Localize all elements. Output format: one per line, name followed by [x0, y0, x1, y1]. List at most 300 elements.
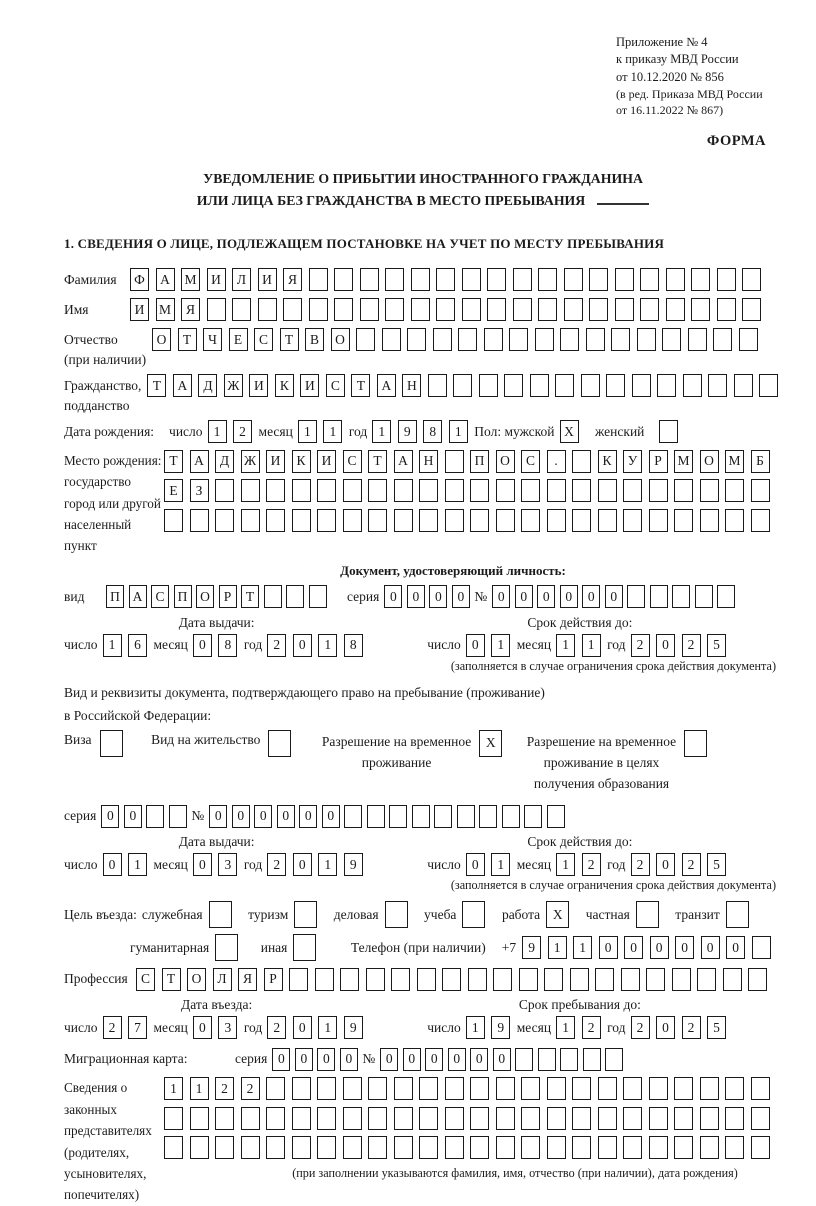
char-box[interactable]	[598, 1077, 617, 1100]
char-box[interactable]: С	[521, 450, 540, 473]
char-box[interactable]	[343, 1136, 362, 1159]
char-box[interactable]	[368, 1136, 387, 1159]
char-box[interactable]	[598, 1136, 617, 1159]
char-box[interactable]	[419, 1107, 438, 1130]
char-box[interactable]	[725, 1107, 744, 1130]
char-box[interactable]	[700, 1136, 719, 1159]
char-box[interactable]	[674, 509, 693, 532]
char-box[interactable]: 1	[556, 853, 575, 876]
char-box[interactable]	[632, 374, 651, 397]
char-box[interactable]: П	[470, 450, 489, 473]
char-box[interactable]: Р	[649, 450, 668, 473]
char-box[interactable]: И	[266, 450, 285, 473]
char-box[interactable]	[623, 1077, 642, 1100]
char-box[interactable]: 0	[193, 853, 212, 876]
char-box[interactable]: 2	[267, 853, 286, 876]
char-box[interactable]	[547, 1136, 566, 1159]
char-box[interactable]: О	[496, 450, 515, 473]
char-box[interactable]: 0	[448, 1048, 466, 1071]
char-box[interactable]: 1	[556, 634, 575, 657]
char-box[interactable]	[615, 268, 634, 291]
char-box[interactable]: 0	[624, 936, 643, 959]
char-box[interactable]	[445, 479, 464, 502]
char-box[interactable]: 0	[124, 805, 142, 828]
char-box[interactable]: 2	[631, 634, 650, 657]
char-box[interactable]: 1	[491, 853, 510, 876]
char-box[interactable]: 0	[701, 936, 720, 959]
char-box[interactable]	[674, 1077, 693, 1100]
char-box[interactable]: 1	[318, 634, 337, 657]
char-box[interactable]	[646, 968, 665, 991]
char-box[interactable]	[169, 805, 187, 828]
char-box[interactable]	[419, 509, 438, 532]
char-box[interactable]: Ж	[224, 374, 243, 397]
char-box[interactable]	[560, 328, 579, 351]
char-box[interactable]	[691, 298, 710, 321]
char-box[interactable]: А	[173, 374, 192, 397]
char-box[interactable]	[445, 1136, 464, 1159]
char-box[interactable]: 0	[295, 1048, 313, 1071]
char-box[interactable]	[360, 298, 379, 321]
char-box[interactable]: И	[300, 374, 319, 397]
char-box[interactable]	[751, 1136, 770, 1159]
char-box[interactable]: 1	[103, 634, 122, 657]
char-box[interactable]: X	[546, 901, 569, 928]
char-box[interactable]: 1	[449, 420, 468, 443]
char-box[interactable]: 2	[215, 1077, 234, 1100]
char-box[interactable]	[564, 298, 583, 321]
char-box[interactable]: Т	[178, 328, 197, 351]
char-box[interactable]: 0	[209, 805, 227, 828]
char-box[interactable]: 3	[218, 853, 237, 876]
char-box[interactable]	[649, 1077, 668, 1100]
char-box[interactable]	[700, 1077, 719, 1100]
char-box[interactable]: Е	[164, 479, 183, 502]
char-box[interactable]	[317, 479, 336, 502]
char-box[interactable]	[317, 1107, 336, 1130]
char-box[interactable]: 0	[656, 853, 675, 876]
char-box[interactable]: Т	[368, 450, 387, 473]
char-box[interactable]	[700, 509, 719, 532]
char-box[interactable]	[344, 805, 362, 828]
char-box[interactable]	[391, 968, 410, 991]
char-box[interactable]	[666, 298, 685, 321]
char-box[interactable]	[598, 1107, 617, 1130]
char-box[interactable]	[513, 268, 532, 291]
char-box[interactable]	[691, 268, 710, 291]
char-box[interactable]	[581, 374, 600, 397]
char-box[interactable]	[535, 328, 554, 351]
char-box[interactable]: 1	[582, 634, 601, 657]
char-box[interactable]: П	[106, 585, 124, 608]
char-box[interactable]	[453, 374, 472, 397]
char-box[interactable]	[241, 479, 260, 502]
char-box[interactable]: 1	[164, 1077, 183, 1100]
char-box[interactable]	[513, 298, 532, 321]
char-box[interactable]: 0	[493, 1048, 511, 1071]
char-box[interactable]: 1	[491, 634, 510, 657]
char-box[interactable]	[343, 1107, 362, 1130]
char-box[interactable]	[484, 328, 503, 351]
char-box[interactable]: 9	[398, 420, 417, 443]
char-box[interactable]: Д	[198, 374, 217, 397]
char-box[interactable]	[547, 479, 566, 502]
char-box[interactable]	[292, 509, 311, 532]
char-box[interactable]: 2	[682, 853, 701, 876]
char-box[interactable]: С	[326, 374, 345, 397]
char-box[interactable]	[340, 968, 359, 991]
char-box[interactable]	[268, 730, 291, 757]
char-box[interactable]: 0	[470, 1048, 488, 1071]
char-box[interactable]: А	[394, 450, 413, 473]
char-box[interactable]	[394, 1077, 413, 1100]
char-box[interactable]	[283, 298, 302, 321]
char-box[interactable]: 1	[190, 1077, 209, 1100]
char-box[interactable]	[215, 479, 234, 502]
char-box[interactable]: X	[560, 420, 579, 443]
char-box[interactable]	[586, 328, 605, 351]
char-box[interactable]	[674, 1136, 693, 1159]
char-box[interactable]	[708, 374, 727, 397]
char-box[interactable]	[309, 298, 328, 321]
char-box[interactable]	[751, 509, 770, 532]
char-box[interactable]	[394, 1136, 413, 1159]
char-box[interactable]	[462, 298, 481, 321]
char-box[interactable]: 0	[429, 585, 447, 608]
char-box[interactable]: 0	[492, 585, 510, 608]
char-box[interactable]	[544, 968, 563, 991]
char-box[interactable]: 0	[407, 585, 425, 608]
char-box[interactable]	[258, 298, 277, 321]
char-box[interactable]	[207, 298, 226, 321]
char-box[interactable]: 0	[293, 853, 312, 876]
char-box[interactable]	[713, 328, 732, 351]
char-box[interactable]: О	[152, 328, 171, 351]
char-box[interactable]: 0	[560, 585, 578, 608]
char-box[interactable]: 8	[218, 634, 237, 657]
char-box[interactable]	[504, 374, 523, 397]
char-box[interactable]	[657, 374, 676, 397]
char-box[interactable]	[649, 1107, 668, 1130]
char-box[interactable]	[479, 374, 498, 397]
char-box[interactable]: М	[156, 298, 175, 321]
char-box[interactable]: 0	[299, 805, 317, 828]
char-box[interactable]: Т	[164, 450, 183, 473]
char-box[interactable]	[751, 479, 770, 502]
char-box[interactable]	[521, 509, 540, 532]
char-box[interactable]	[412, 805, 430, 828]
char-box[interactable]	[266, 509, 285, 532]
char-box[interactable]: 0	[103, 853, 122, 876]
char-box[interactable]	[462, 901, 485, 928]
char-box[interactable]: В	[305, 328, 324, 351]
char-box[interactable]	[700, 479, 719, 502]
char-box[interactable]	[294, 901, 317, 928]
char-box[interactable]: 0	[466, 853, 485, 876]
char-box[interactable]	[215, 934, 238, 961]
char-box[interactable]	[343, 479, 362, 502]
char-box[interactable]	[496, 509, 515, 532]
char-box[interactable]	[368, 479, 387, 502]
char-box[interactable]: 2	[582, 853, 601, 876]
char-box[interactable]	[428, 374, 447, 397]
char-box[interactable]	[521, 479, 540, 502]
char-box[interactable]: 2	[103, 1016, 122, 1039]
char-box[interactable]	[164, 509, 183, 532]
char-box[interactable]: 1	[372, 420, 391, 443]
char-box[interactable]	[266, 479, 285, 502]
char-box[interactable]	[215, 1107, 234, 1130]
char-box[interactable]	[419, 479, 438, 502]
char-box[interactable]: X	[479, 730, 502, 757]
char-box[interactable]: 0	[322, 805, 340, 828]
char-box[interactable]	[623, 479, 642, 502]
char-box[interactable]: 1	[556, 1016, 575, 1039]
char-box[interactable]	[650, 585, 668, 608]
char-box[interactable]	[389, 805, 407, 828]
char-box[interactable]	[515, 1048, 533, 1071]
char-box[interactable]	[725, 509, 744, 532]
char-box[interactable]	[538, 1048, 556, 1071]
char-box[interactable]	[457, 805, 475, 828]
char-box[interactable]	[462, 268, 481, 291]
char-box[interactable]	[621, 968, 640, 991]
char-box[interactable]: А	[190, 450, 209, 473]
char-box[interactable]	[538, 298, 557, 321]
char-box[interactable]	[317, 1077, 336, 1100]
char-box[interactable]: У	[623, 450, 642, 473]
char-box[interactable]: Т	[162, 968, 181, 991]
char-box[interactable]	[445, 1107, 464, 1130]
char-box[interactable]	[436, 268, 455, 291]
char-box[interactable]	[538, 268, 557, 291]
char-box[interactable]	[530, 374, 549, 397]
char-box[interactable]	[445, 450, 464, 473]
char-box[interactable]: Т	[351, 374, 370, 397]
char-box[interactable]: Т	[280, 328, 299, 351]
char-box[interactable]	[725, 1136, 744, 1159]
char-box[interactable]	[419, 1136, 438, 1159]
char-box[interactable]	[547, 805, 565, 828]
char-box[interactable]	[605, 1048, 623, 1071]
char-box[interactable]	[458, 328, 477, 351]
char-box[interactable]	[742, 298, 761, 321]
char-box[interactable]: С	[151, 585, 169, 608]
char-box[interactable]: 0	[277, 805, 295, 828]
char-box[interactable]	[146, 805, 164, 828]
char-box[interactable]	[662, 328, 681, 351]
char-box[interactable]	[190, 1136, 209, 1159]
char-box[interactable]	[751, 1107, 770, 1130]
char-box[interactable]: 0	[726, 936, 745, 959]
char-box[interactable]	[164, 1107, 183, 1130]
char-box[interactable]	[266, 1077, 285, 1100]
char-box[interactable]	[496, 479, 515, 502]
char-box[interactable]: 1	[208, 420, 227, 443]
char-box[interactable]: 1	[318, 853, 337, 876]
char-box[interactable]	[674, 479, 693, 502]
char-box[interactable]	[417, 968, 436, 991]
char-box[interactable]	[636, 901, 659, 928]
char-box[interactable]	[241, 509, 260, 532]
char-box[interactable]: 9	[344, 853, 363, 876]
char-box[interactable]: Ч	[203, 328, 222, 351]
char-box[interactable]	[598, 479, 617, 502]
char-box[interactable]	[684, 730, 707, 757]
char-box[interactable]	[521, 1077, 540, 1100]
char-box[interactable]	[289, 968, 308, 991]
char-box[interactable]	[496, 1136, 515, 1159]
char-box[interactable]	[649, 509, 668, 532]
char-box[interactable]	[572, 479, 591, 502]
char-box[interactable]: 8	[423, 420, 442, 443]
char-box[interactable]: 8	[344, 634, 363, 657]
char-box[interactable]: Е	[229, 328, 248, 351]
char-box[interactable]	[317, 1136, 336, 1159]
char-box[interactable]	[598, 509, 617, 532]
char-box[interactable]: 7	[128, 1016, 147, 1039]
char-box[interactable]	[436, 298, 455, 321]
char-box[interactable]	[496, 1107, 515, 1130]
char-box[interactable]: 0	[537, 585, 555, 608]
char-box[interactable]: 1	[466, 1016, 485, 1039]
char-box[interactable]	[502, 805, 520, 828]
char-box[interactable]: П	[174, 585, 192, 608]
char-box[interactable]	[734, 374, 753, 397]
char-box[interactable]: С	[343, 450, 362, 473]
char-box[interactable]	[649, 479, 668, 502]
char-box[interactable]	[572, 1107, 591, 1130]
char-box[interactable]	[589, 268, 608, 291]
char-box[interactable]	[385, 298, 404, 321]
char-box[interactable]: И	[207, 268, 226, 291]
char-box[interactable]	[356, 328, 375, 351]
char-box[interactable]	[190, 509, 209, 532]
char-box[interactable]: К	[598, 450, 617, 473]
char-box[interactable]: 0	[340, 1048, 358, 1071]
char-box[interactable]	[241, 1107, 260, 1130]
char-box[interactable]	[521, 1136, 540, 1159]
char-box[interactable]	[241, 1136, 260, 1159]
char-box[interactable]	[309, 585, 327, 608]
char-box[interactable]	[560, 1048, 578, 1071]
char-box[interactable]	[627, 585, 645, 608]
char-box[interactable]	[725, 479, 744, 502]
char-box[interactable]: 0	[384, 585, 402, 608]
char-box[interactable]: 2	[267, 634, 286, 657]
char-box[interactable]: 0	[293, 1016, 312, 1039]
char-box[interactable]: Р	[219, 585, 237, 608]
char-box[interactable]	[751, 1077, 770, 1100]
char-box[interactable]: А	[377, 374, 396, 397]
char-box[interactable]: И	[317, 450, 336, 473]
char-box[interactable]: С	[136, 968, 155, 991]
char-box[interactable]: 5	[707, 1016, 726, 1039]
char-box[interactable]: 0	[232, 805, 250, 828]
char-box[interactable]: 3	[218, 1016, 237, 1039]
char-box[interactable]	[572, 1077, 591, 1100]
char-box[interactable]	[666, 268, 685, 291]
char-box[interactable]: Я	[181, 298, 200, 321]
char-box[interactable]	[759, 374, 778, 397]
char-box[interactable]	[547, 1107, 566, 1130]
char-box[interactable]: Б	[751, 450, 770, 473]
char-box[interactable]: 5	[707, 634, 726, 657]
char-box[interactable]	[748, 968, 767, 991]
char-box[interactable]	[470, 1136, 489, 1159]
char-box[interactable]: 0	[317, 1048, 335, 1071]
char-box[interactable]	[315, 968, 334, 991]
char-box[interactable]	[266, 1136, 285, 1159]
char-box[interactable]	[697, 968, 716, 991]
char-box[interactable]	[407, 328, 426, 351]
char-box[interactable]	[292, 1136, 311, 1159]
char-box[interactable]	[479, 805, 497, 828]
char-box[interactable]	[572, 509, 591, 532]
char-box[interactable]	[215, 509, 234, 532]
char-box[interactable]: 0	[650, 936, 669, 959]
char-box[interactable]	[615, 298, 634, 321]
char-box[interactable]	[589, 298, 608, 321]
char-box[interactable]: Т	[147, 374, 166, 397]
char-box[interactable]: О	[187, 968, 206, 991]
char-box[interactable]: 0	[515, 585, 533, 608]
char-box[interactable]: 2	[233, 420, 252, 443]
char-box[interactable]	[317, 509, 336, 532]
char-box[interactable]: 0	[605, 585, 623, 608]
char-box[interactable]	[623, 1107, 642, 1130]
char-box[interactable]	[640, 298, 659, 321]
char-box[interactable]	[385, 901, 408, 928]
char-box[interactable]	[394, 479, 413, 502]
char-box[interactable]: М	[674, 450, 693, 473]
char-box[interactable]	[334, 298, 353, 321]
char-box[interactable]	[434, 805, 452, 828]
char-box[interactable]	[509, 328, 528, 351]
char-box[interactable]	[394, 1107, 413, 1130]
char-box[interactable]: Ф	[130, 268, 149, 291]
char-box[interactable]	[394, 509, 413, 532]
char-box[interactable]	[496, 1077, 515, 1100]
char-box[interactable]	[606, 374, 625, 397]
char-box[interactable]: Л	[213, 968, 232, 991]
char-box[interactable]	[572, 450, 591, 473]
char-box[interactable]	[445, 509, 464, 532]
char-box[interactable]: 2	[582, 1016, 601, 1039]
char-box[interactable]	[470, 479, 489, 502]
char-box[interactable]: 2	[682, 1016, 701, 1039]
char-box[interactable]: Р	[264, 968, 283, 991]
char-box[interactable]	[688, 328, 707, 351]
char-box[interactable]	[493, 968, 512, 991]
char-box[interactable]	[309, 268, 328, 291]
char-box[interactable]: 1	[573, 936, 592, 959]
char-box[interactable]	[521, 1107, 540, 1130]
char-box[interactable]	[264, 585, 282, 608]
char-box[interactable]	[292, 479, 311, 502]
char-box[interactable]	[232, 298, 251, 321]
char-box[interactable]: 0	[599, 936, 618, 959]
char-box[interactable]: Л	[232, 268, 251, 291]
char-box[interactable]	[659, 420, 678, 443]
char-box[interactable]	[717, 268, 736, 291]
char-box[interactable]	[695, 585, 713, 608]
char-box[interactable]: А	[156, 268, 175, 291]
char-box[interactable]	[343, 1077, 362, 1100]
char-box[interactable]: К	[292, 450, 311, 473]
char-box[interactable]	[752, 936, 771, 959]
char-box[interactable]: М	[181, 268, 200, 291]
